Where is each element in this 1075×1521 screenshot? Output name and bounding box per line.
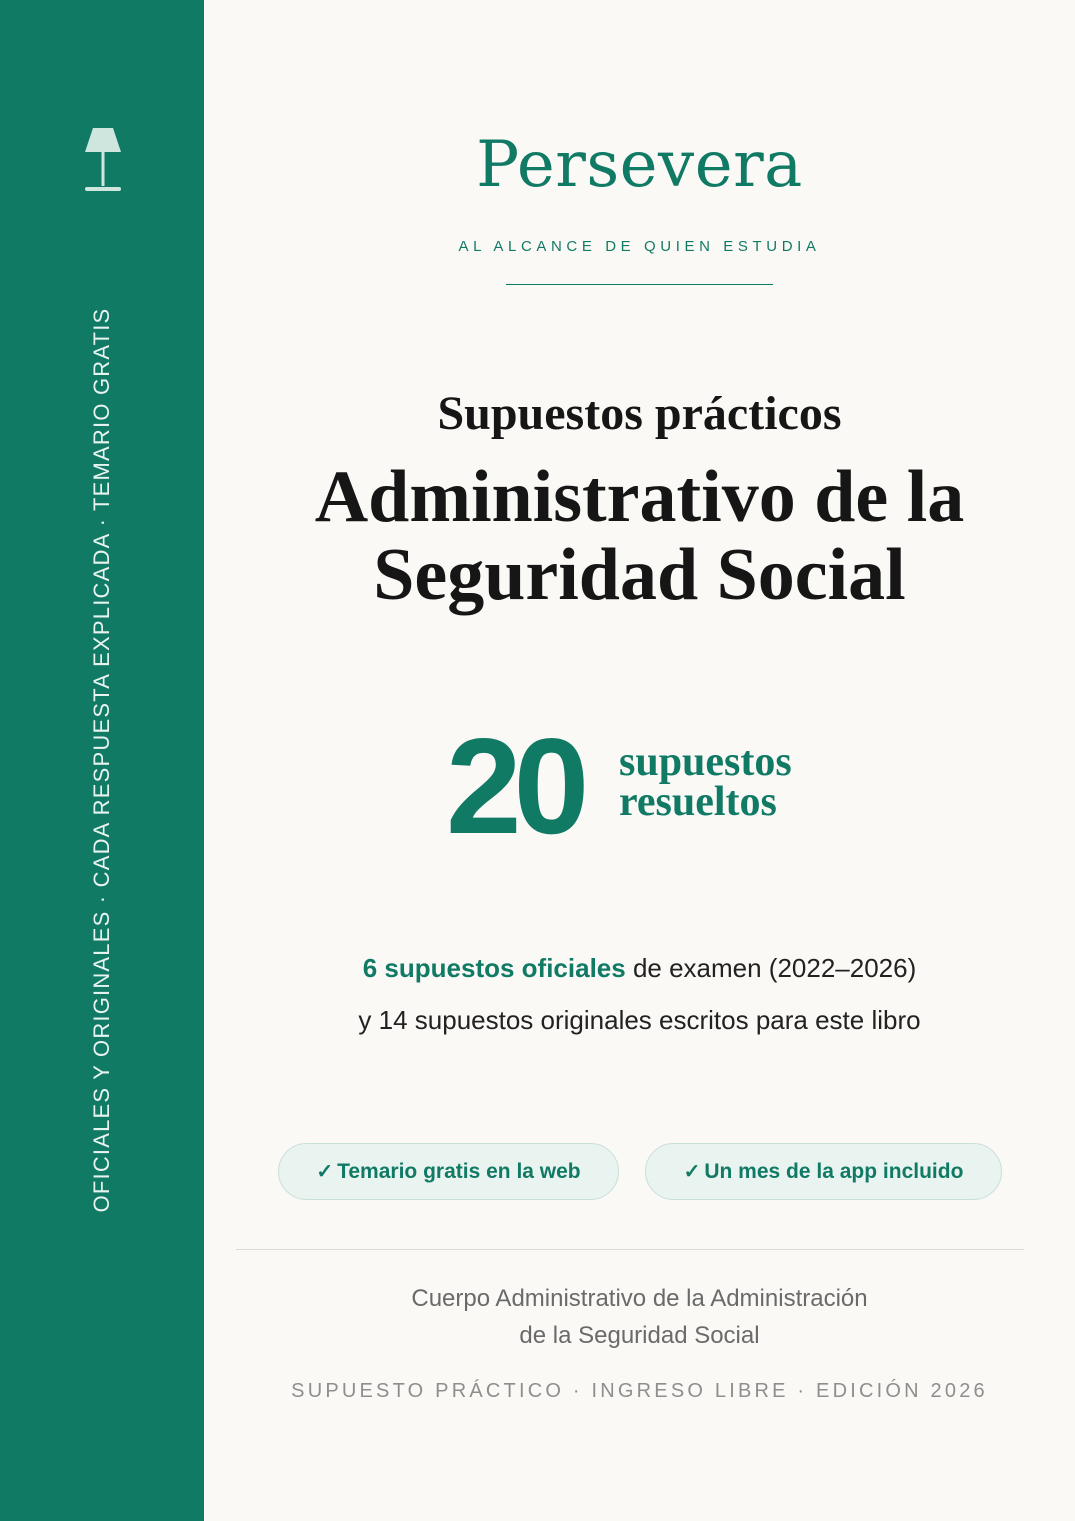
edition-footer: SUPUESTO PRÁCTICO · INGRESO LIBRE · EDICIÓN 2026 xyxy=(291,1380,988,1402)
feature-pill-label: Temario gratis en la web xyxy=(337,1159,581,1183)
footer-divider xyxy=(236,1249,1024,1250)
spine-text: OFICIALES Y ORIGINALES · CADA RESPUESTA EXPLICADA · TEMARIO GRATIS xyxy=(89,307,114,1213)
description-line-2: y 14 supuestos originales escritos para este libro xyxy=(358,1005,921,1035)
corps-line-2: de la Seguridad Social xyxy=(519,1322,760,1349)
count-label xyxy=(619,739,792,825)
cover-subtitle: Supuestos prácticos xyxy=(437,387,842,440)
lamp-icon xyxy=(82,126,124,196)
description-line-1 xyxy=(204,953,1075,984)
count-number: 20 xyxy=(446,710,582,862)
feature-pill-label: Un mes de la app incluido xyxy=(704,1159,964,1183)
description-highlight: 6 supuestos oficiales xyxy=(362,953,626,983)
feature-pill-web xyxy=(278,1143,619,1200)
title-line-2: Seguridad Social xyxy=(373,534,906,616)
brand-tagline: AL ALCANCE DE QUIEN ESTUDIA xyxy=(458,238,821,255)
count-label-line-1: supuestos xyxy=(619,739,792,785)
check-icon: ✓ xyxy=(316,1161,334,1183)
feature-pill-app xyxy=(645,1143,1002,1200)
title-line-1: Administrativo de la xyxy=(314,456,965,538)
corps-name xyxy=(204,1280,1075,1354)
count-label-line-2: resueltos xyxy=(619,779,777,825)
check-icon: ✓ xyxy=(683,1161,701,1183)
cover-title xyxy=(204,458,1075,614)
brand-name: Persevera xyxy=(476,128,803,202)
spine-band xyxy=(0,0,204,1521)
description-rest: de examen (2022–2026) xyxy=(625,953,917,983)
tagline-divider xyxy=(506,284,773,285)
corps-line-1: Cuerpo Administrativo de la Administración xyxy=(411,1285,868,1312)
cover-main xyxy=(204,0,1075,1521)
